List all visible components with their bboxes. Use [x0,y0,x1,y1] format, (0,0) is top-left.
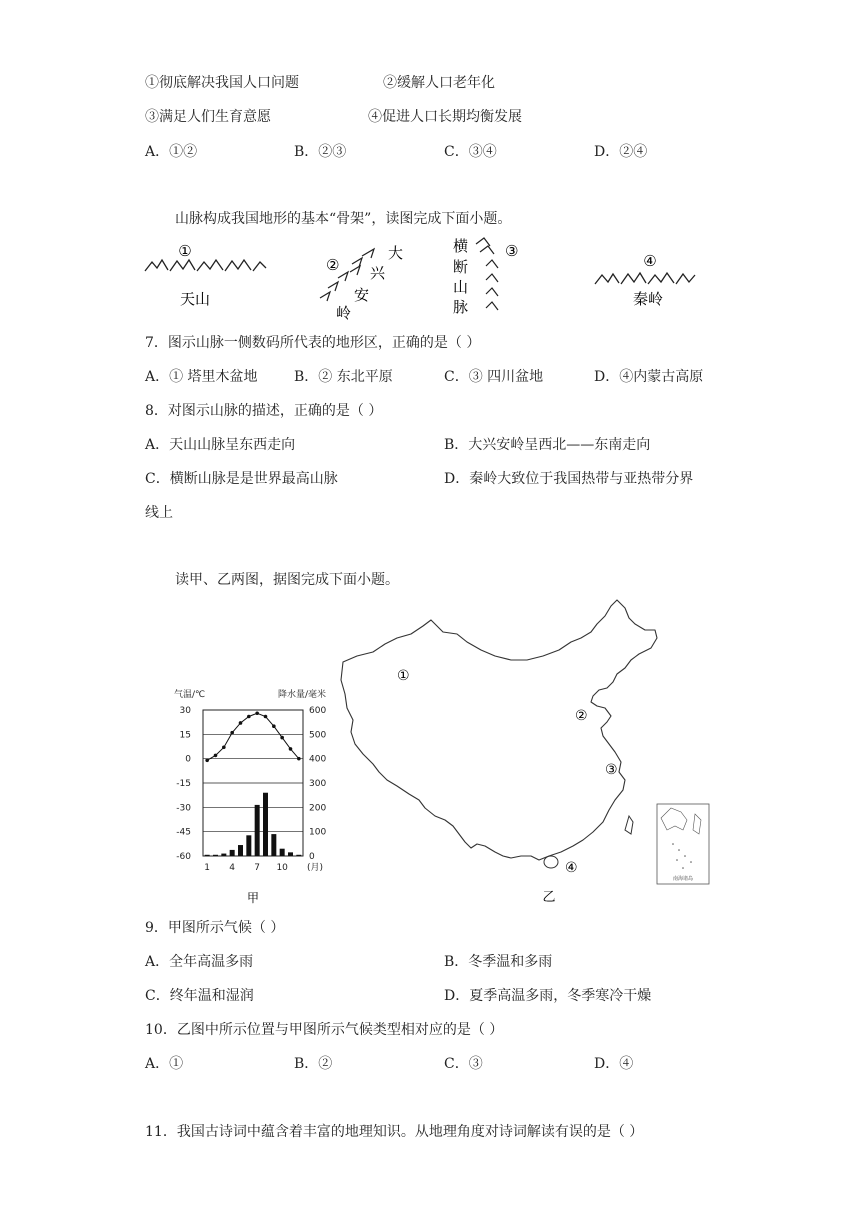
prev-choice-d: D．②④ [594,144,648,160]
chart-gridlines [203,734,303,831]
mountain-label-2: ② [326,256,340,274]
question-8-choice-c: C．横断山脉是是世界最高山脉 [145,471,338,487]
mountain-label-1: ① [178,242,192,260]
temperature-point [255,711,259,715]
mountain-label-4: ④ [643,252,657,270]
question-9-choice-d: D．夏季高温多雨，冬季寒冷干燥 [444,988,652,1004]
chart-right-tick-label: 200 [309,803,327,814]
precip-bar [246,835,251,856]
hengduanshan-ridge-icon [476,238,498,310]
precip-bar [230,850,235,856]
question-10-choice-d: D．④ [594,1056,634,1072]
chart-left-tick-label: -60 [176,852,191,862]
map-label-3: ③ [605,762,618,778]
chart-left-ticks [176,706,191,862]
chart-precip-bars [205,793,302,856]
map-label-1: ① [397,668,410,684]
temperature-point [247,715,251,719]
question-9-stem: 9．甲图所示气候（ ） [145,920,285,936]
prev-option-3: ③满足人们生育意愿 [145,109,271,125]
chart-right-tick-label: 500 [309,730,327,741]
question-7-choice-c: C．③ 四川盆地 [444,369,544,385]
mountain-char-ling: 岭 [336,304,352,322]
mountain-name-tianshan: 天山 [180,290,211,308]
prev-choice-a: A．①② [145,144,198,160]
chart-x-tick-label: 1 [204,863,211,873]
question-7-choice-d: D．④内蒙古高原 [594,369,704,385]
tianshan-ridge-icon [145,260,266,271]
precip-bar [255,805,260,856]
mountain-char-mai: 脉 [453,298,469,316]
question-7-choice-b: B．② 东北平原 [294,369,393,385]
precip-bar [238,845,243,856]
chart-right-tick-label: 300 [309,779,327,789]
temperature-point [222,746,226,750]
mountains-figure [140,236,720,326]
prev-option-4: ④促进人口长期均衡发展 [368,109,522,125]
prev-choice-b: B．②③ [294,144,347,160]
question-11-stem: 11．我国古诗词中蕴含着丰富的地理知识。从地理角度对诗词解读有误的是（ ） [145,1124,644,1140]
temperature-point [264,715,268,719]
chart-x-tick-label: 4 [229,863,236,873]
chart-left-tick-label: -15 [176,779,191,789]
chart-left-tick-label: -45 [176,827,191,838]
chart-right-tick-label: 600 [309,706,327,716]
south-china-sea-inset [657,804,709,884]
precip-bar [271,834,276,856]
question-10-choice-c: C．③ [444,1056,483,1072]
taiwan-island [625,816,633,834]
precip-bar [296,855,301,856]
mountain-char-duan: 断 [453,258,469,276]
qinling-ridge-icon [595,273,695,284]
chart-left-tick-label: 15 [179,730,191,741]
question-8-choice-b: B．大兴安岭呈西北——东南走向 [444,437,651,453]
chart-x-tick-label: 7 [254,863,261,873]
question-7-stem: 7．图示山脉一侧数码所代表的地形区，正确的是（ ） [145,335,481,351]
mountain-char-xing: 兴 [370,264,386,282]
question-8-choice-d: D．秦岭大致位于我国热带与亚热带分界 [444,471,694,487]
question-8-choice-a: A．天山山脉呈东西走向 [145,437,296,453]
temperature-point [280,736,284,740]
question-7-choice-a: A．① 塔里木盆地 [145,369,258,385]
question-10-choice-b: B．② [294,1056,333,1072]
question-8-stem: 8．对图示山脉的描述，正确的是（ ） [145,403,383,419]
prev-option-2: ②缓解人口老年化 [383,75,495,91]
chart-x-tick-label: 10 [276,863,288,873]
question-8-choice-d-continued: 线上 [145,505,173,521]
chart-left-tick-label: 0 [185,754,191,765]
chart-left-tick-label: 30 [179,706,191,716]
temperature-point [289,747,293,751]
precip-bar [280,849,285,856]
chart-ylabel-left: 气温/℃ [174,690,206,700]
question-9-choice-a: A．全年高温多雨 [145,954,254,970]
precip-bar [205,855,210,856]
precip-bar [263,793,268,856]
chart-ylabel-right: 降水量/毫米 [277,690,326,700]
temperature-point [297,757,301,761]
chart-x-ticks [204,862,323,873]
chart-right-ticks [309,706,326,862]
precip-bar [288,852,293,856]
mountain-char-da: 大 [388,244,404,262]
mountain-name-qinling: 秦岭 [633,290,664,308]
china-map [335,594,713,906]
map-caption: 乙 [542,890,556,905]
chart-right-tick-label: 400 [309,754,327,765]
chart-left-tick-label: -30 [176,803,191,814]
mountain-char-shan: 山 [453,278,469,296]
map-label-2: ② [575,708,588,724]
chart-right-tick-label: 100 [309,827,327,838]
mountain-char-heng: 横 [453,237,469,255]
section-intro-climate: 读甲、乙两图，据图完成下面小题。 [175,572,399,588]
temperature-point [214,754,218,758]
question-9-choice-c: C．终年温和湿润 [145,988,254,1004]
temperature-point [239,721,243,725]
chart-caption: 甲 [246,891,260,905]
prev-option-1: ①彻底解决我国人口问题 [145,75,299,91]
question-10-stem: 10．乙图中所示位置与甲图所示气候类型相对应的是（ ） [145,1022,504,1038]
inset-label: 南海诸岛 [672,876,694,882]
chart-temp-line [205,711,300,762]
mountain-char-an: 安 [354,286,370,304]
question-9-choice-b: B．冬季温和多雨 [444,954,553,970]
temperature-line [207,713,299,760]
temperature-point [272,724,276,728]
section-intro-mountains: 山脉构成我国地形的基本“骨架”，读图完成下面小题。 [175,211,512,227]
temperature-point [230,731,234,735]
prev-choice-c: C．③④ [444,144,497,160]
precip-bar [213,855,218,856]
hainan-island [544,856,558,868]
precip-bar [221,854,226,856]
mountain-label-3: ③ [505,242,519,260]
chart-right-tick-label: 0 [309,852,315,862]
question-10-choice-a: A．① [145,1056,184,1072]
chart-x-tick-label: (月) [307,863,324,873]
china-outline [341,600,657,860]
temperature-point [205,758,209,762]
map-label-4: ④ [565,860,578,876]
climate-chart [172,684,332,906]
